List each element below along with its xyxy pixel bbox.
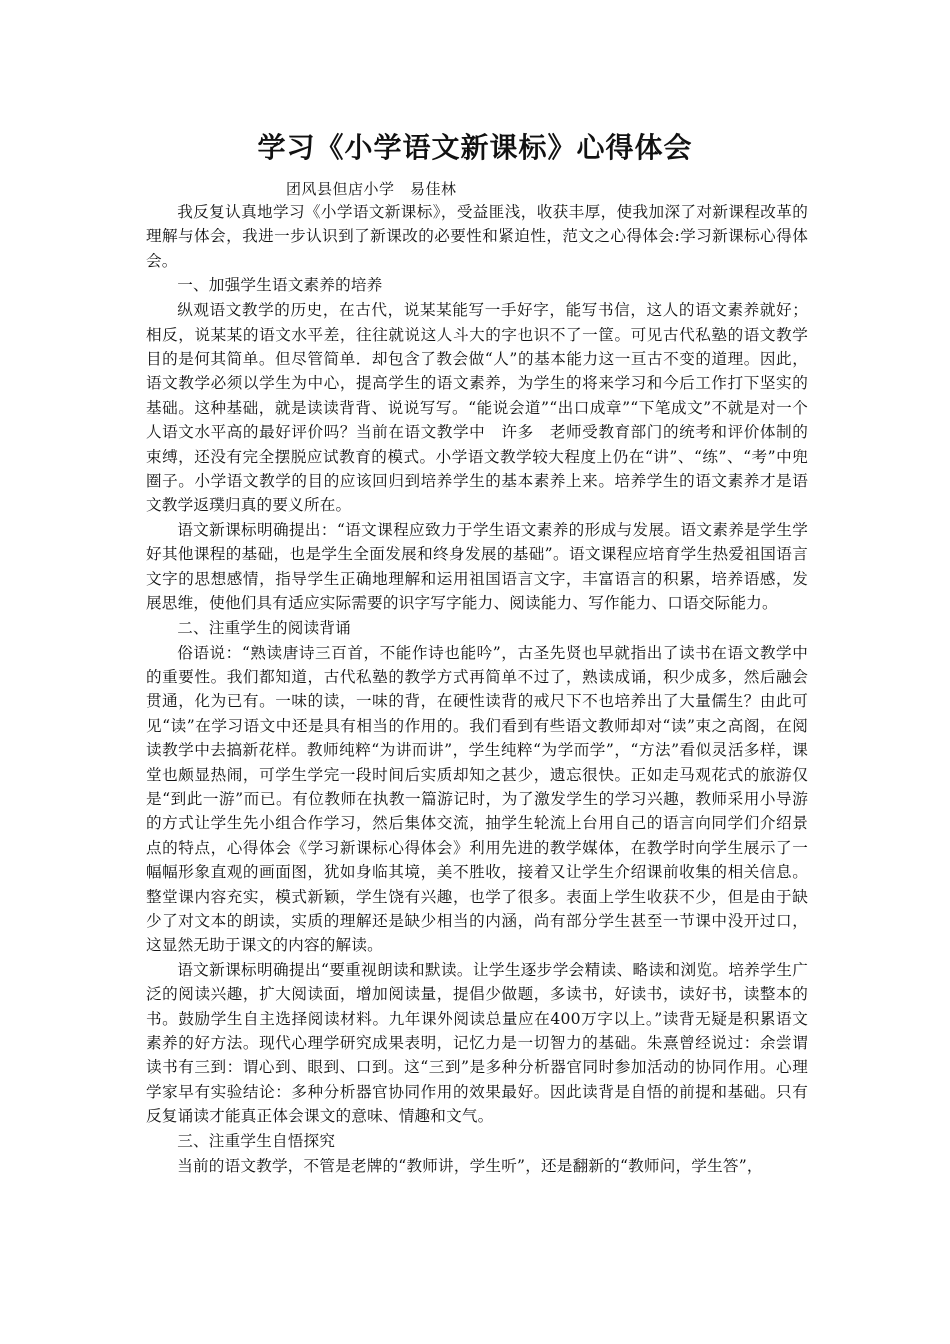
paragraph: 我反复认真地学习《小学语文新课标》，受益匪浅，收获丰厚，使我加深了对新课程改革的理解与体会，我进一步认识到了新课改的必要性和紧迫性，范文之心得体会:学习新课标心得体会。	[146, 203, 808, 270]
paragraph: 语文新课标明确提出：“语文课程应致力于学生语文素养的形成与发展。语文素养是学生学好其他课程的基础，也是学生全面发展和终身发展的基础”。语文课程应培育学生热爱祖国语言文字的思想感情，指导学生正确地理解和运用祖国语言文字，丰富语言的积累，培养语感，发展思维，使他们具有适应实际需要的识字写字能力、阅读能力、写作能力、口语交际能力。	[146, 520, 808, 613]
section-heading: 三、注重学生自悟探究	[177, 1131, 336, 1150]
paragraph: 纵观语文教学的历史，在古代，说某某能写一手好字，能写书信，这人的语文素养就好；相反，说某某的语文水平差，往往就说这人斗大的字也识不了一筐。可见古代私塾的语文教学目的是何其简单。但尽管简单．却包含了教会做“人”的基本能力这一亘古不变的道理。因此，语文教学必须以学生为中心，提高学生的语文素养，为学生的将来学习和今后工作打下坚实的基础。这种基础，就是读读背背、说说写写。“能说会道”“出口成章”“下笔成文”不就是对一个人语文水平高的最好评价吗？当前在语文教学中 许多 老师受教育部门的统考和评价体制的束缚，还没有完全摆脱应试教育的模式。小学语文教学较大程度上仍在“讲”、“练”、“考”中兜圈子。小学语文教学的目的应该回归到培养学生的基本素养上来。培养学生的语文素养才是语文教学返璞归真的要义所在。	[146, 301, 808, 515]
section-heading: 一、加强学生语文素养的培养	[177, 276, 383, 295]
author-line: 团风县但店小学 易佳林	[286, 180, 457, 198]
section-heading: 二、注重学生的阅读背诵	[177, 618, 351, 637]
paragraph: 俗语说：“熟读唐诗三百首，不能作诗也能吟”，古圣先贤也早就指出了读书在语文教学中的重要性。我们都知道，古代私塾的教学方式再简单不过了，熟读成诵，积少成多，然后融会贯通，化为已有。一味的读，一味的背，在硬性读背的戒尺下不也培养出了大量儒生？由此可见“读”在学习语文中还是具有相当的作用的。我们看到有些语文教师却对“读”束之高阁，在阅读教学中去搞新花样。教师纯粹“为讲而讲”，学生纯粹“为学而学”，“方法”看似灵活多样，课堂也颇显热闹，可学生学完一段时间后实质却知之甚少，遗忘很快。正如走马观花式的旅游仅是“到此一游”而已。有位教师在执教一篇游记时，为了激发学生的学习兴趣，教师采用小导游的方式让学生先小组合作学习，然后集体交流，抽学生轮流上台用自己的语言向同学们介绍景点的特点，心得体会《学习新课标心得体会》利用先进的教学媒体，在教学时向学生展示了一幅幅形象直观的画面图，犹如身临其境，美不胜收，接着又让学生介绍课前收集的相关信息。整堂课内容充实，模式新颖，学生饶有兴趣，也学了很多。表面上学生收获不少，但是由于缺少了对文本的朗读，实质的理解还是缺少相当的内涵，尚有部分学生甚至一节课中没开过口，这显然无助于课文的内容的解读。	[146, 643, 808, 955]
paragraph: 当前的语文教学，不管是老牌的“教师讲，学生听”，还是翻新的“教师问，学生答”，	[177, 1156, 763, 1175]
document-body	[146, 200, 808, 1178]
paragraph: 语文新课标明确提出“要重视朗读和默读。让学生逐步学会精读、略读和浏览。培养学生广泛的阅读兴趣，扩大阅读面，增加阅读量，提倡少做题，多读书，好读书，读好书，读整本的书。鼓励学生自主选择阅读材料。九年课外阅读总量应在400万字以上。”读背无疑是积累语文素养的好方法。现代心理学研究成果表明，记忆力是一切智力的基础。朱熹曾经说过：余尝谓读书有三到：谓心到、眼到、口到。这“三到”是多种分析器官同时参加活动的协同作用。心理学家早有实验结论：多种分析器官协同作用的效果最好。因此读背是自悟的前提和基础。只有反复诵读才能真正体会课文的意味、情趣和文气。	[146, 960, 808, 1126]
document-title: 学习《小学语文新课标》心得体会	[257, 131, 693, 164]
